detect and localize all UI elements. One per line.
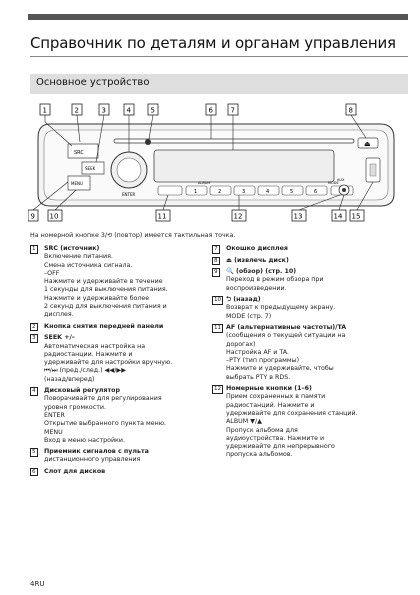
enter-label: ENTER bbox=[122, 192, 136, 197]
item-line: Включение питания. bbox=[44, 253, 113, 261]
item-line: выбрать PTY в RDS. bbox=[226, 373, 291, 381]
callout-3: 3 bbox=[101, 106, 106, 115]
legend-item bbox=[212, 385, 410, 460]
item-line: –PTY (тип программы) bbox=[226, 357, 300, 365]
item-line: дисплея. bbox=[44, 311, 74, 319]
item-title: ⏏ (извлечь диск) bbox=[226, 256, 289, 264]
svg-text:2: 2 bbox=[218, 189, 222, 195]
item-line: удерживайте для непрерывного bbox=[226, 443, 335, 451]
legend-item bbox=[30, 468, 210, 477]
item-number: 4 bbox=[32, 388, 36, 395]
item-number: 2 bbox=[32, 323, 36, 330]
item-title: AF (альтернативные частоты)/TA bbox=[226, 323, 347, 331]
title-rule bbox=[30, 56, 408, 57]
item-line: пропуска альбомов. bbox=[226, 451, 293, 459]
svg-text:3: 3 bbox=[242, 189, 246, 195]
item-title: Приемник сигналов с пульта bbox=[44, 448, 149, 456]
device-illustration bbox=[28, 102, 408, 228]
item-number: 3 bbox=[32, 335, 36, 342]
callout-10: 10 bbox=[49, 212, 59, 221]
mode-label: MODE bbox=[328, 181, 339, 185]
item-line: ⏮/⏭ (пред./след.) ◀◀/▶▶ bbox=[44, 367, 127, 375]
legend-item bbox=[30, 448, 210, 465]
item-line: ALBUM ▼/▲ bbox=[226, 418, 262, 426]
item-title: Слот для дисков bbox=[44, 467, 106, 475]
top-bar bbox=[28, 14, 408, 20]
legend-item bbox=[30, 245, 210, 320]
item-line: радиостанций. Нажмите и bbox=[226, 401, 315, 409]
item-number: 5 bbox=[32, 449, 36, 456]
svg-text:6: 6 bbox=[314, 189, 318, 195]
item-title: SRC (источник) bbox=[44, 245, 100, 252]
item-line: удерживайте для настройки вручную. bbox=[44, 359, 173, 367]
callout-4: 4 bbox=[126, 106, 131, 115]
callout-9: 9 bbox=[30, 212, 35, 221]
item-title: Номерные кнопки (1–6) bbox=[226, 385, 312, 393]
item-line: дистанционного управления bbox=[44, 456, 141, 464]
item-number: 9 bbox=[214, 269, 218, 276]
legend-item bbox=[212, 268, 410, 293]
figure-caption: На номерной кнопке 3/⟲ (повтор) имеется тактильная точка. bbox=[30, 232, 236, 239]
item-line: Нажмите и удерживайте, чтобы bbox=[226, 365, 334, 373]
item-line: Смена источника сигнала. bbox=[44, 261, 133, 269]
aux-label: AUX bbox=[337, 178, 345, 182]
legend-item bbox=[212, 245, 410, 254]
legend-item bbox=[30, 387, 210, 445]
item-line: Настройка AF и TA. bbox=[226, 348, 289, 356]
item-number: 12 bbox=[214, 386, 222, 393]
item-line: MODE (стр. 7) bbox=[226, 312, 272, 320]
item-line: Пропуск альбома для bbox=[226, 426, 298, 434]
album-label: ALBUM bbox=[198, 181, 211, 185]
legend-item bbox=[212, 296, 410, 321]
page-title: Справочник по деталям и органам управления bbox=[30, 34, 396, 52]
callout-13: 13 bbox=[293, 212, 303, 221]
item-number: 8 bbox=[214, 257, 218, 264]
section-label: Основное устройство bbox=[36, 77, 150, 88]
item-title: Дисковый регулятор bbox=[44, 387, 120, 395]
legend-item bbox=[30, 323, 210, 332]
item-line: (сообщения о текущей ситуации на bbox=[226, 332, 346, 340]
callout-6: 6 bbox=[208, 106, 213, 115]
svg-text:1: 1 bbox=[194, 189, 198, 195]
item-line: ENTER bbox=[44, 411, 65, 419]
svg-text:5: 5 bbox=[290, 189, 294, 195]
af-ta-button bbox=[158, 186, 182, 195]
item-line: Вход в меню настройки. bbox=[44, 436, 125, 444]
item-line: MENU bbox=[44, 428, 63, 436]
item-line: Нажмите и удерживайте в течение bbox=[44, 278, 163, 286]
seek-label: SEEK bbox=[85, 166, 96, 171]
item-title: Окошко дисплея bbox=[226, 245, 288, 252]
item-line: Нажмите и удерживайте более bbox=[44, 294, 150, 302]
item-line: воспроизведении. bbox=[226, 284, 287, 292]
item-line: дорогах) bbox=[226, 340, 256, 348]
remote-sensor bbox=[145, 139, 151, 145]
item-line: Прием сохраненных в памяти bbox=[226, 393, 326, 401]
item-title: Кнопка снятия передней панели bbox=[44, 322, 164, 330]
item-line: уровня громкости. bbox=[44, 403, 106, 411]
callout-8: 8 bbox=[348, 106, 353, 115]
callout-2: 2 bbox=[74, 106, 79, 115]
callout-11: 11 bbox=[157, 212, 167, 221]
callout-15: 15 bbox=[351, 212, 361, 221]
item-line: удерживайте для сохранения станций. bbox=[226, 409, 358, 417]
legend-item bbox=[212, 324, 410, 382]
items-left-column bbox=[30, 245, 210, 479]
legend-item bbox=[30, 334, 210, 384]
item-line: Поворачивайте для регулирования bbox=[44, 395, 162, 403]
eject-icon: ⏏ bbox=[364, 140, 371, 148]
item-number: 10 bbox=[214, 297, 222, 304]
item-number: 1 bbox=[32, 246, 36, 252]
item-line: 2 секунд для выключения питания и bbox=[44, 303, 167, 311]
item-title: ⮌ (назад) bbox=[226, 296, 261, 304]
display-window bbox=[154, 150, 334, 182]
callouts-top bbox=[40, 104, 356, 115]
item-line: радиостанции. Нажмите и bbox=[44, 350, 133, 358]
callout-1: 1 bbox=[42, 106, 47, 115]
item-number: 7 bbox=[214, 246, 218, 252]
svg-text:4: 4 bbox=[266, 189, 270, 195]
item-title: SEEK +/– bbox=[44, 334, 75, 342]
item-line: Переход в режим обзора при bbox=[226, 276, 324, 284]
item-title: 🔍 (обзор) (стр. 10) bbox=[226, 268, 297, 276]
legend-item bbox=[212, 257, 410, 266]
item-line: аудиоустройства. Нажмите и bbox=[226, 434, 325, 442]
callout-12: 12 bbox=[233, 212, 243, 221]
item-number: 11 bbox=[214, 324, 222, 331]
item-line: –OFF bbox=[44, 269, 60, 277]
item-line: 1 секунды для выключения питания. bbox=[44, 286, 168, 294]
callout-7: 7 bbox=[230, 106, 235, 115]
item-line: Открытие выбранного пункта меню. bbox=[44, 420, 167, 428]
callouts-bottom bbox=[28, 210, 364, 221]
callout-14: 14 bbox=[333, 212, 343, 221]
item-line: (назад/вперед) bbox=[44, 375, 95, 383]
item-number: 6 bbox=[32, 468, 36, 475]
menu-label: MENU bbox=[71, 181, 83, 186]
src-label: SRC bbox=[74, 150, 84, 156]
item-line: Возврат к предыдущему экрану. bbox=[226, 304, 336, 312]
items-right-column bbox=[212, 245, 410, 463]
item-line: Автоматическая настройка на bbox=[44, 342, 146, 350]
callout-5: 5 bbox=[150, 106, 155, 115]
page-number: 4RU bbox=[30, 580, 45, 588]
